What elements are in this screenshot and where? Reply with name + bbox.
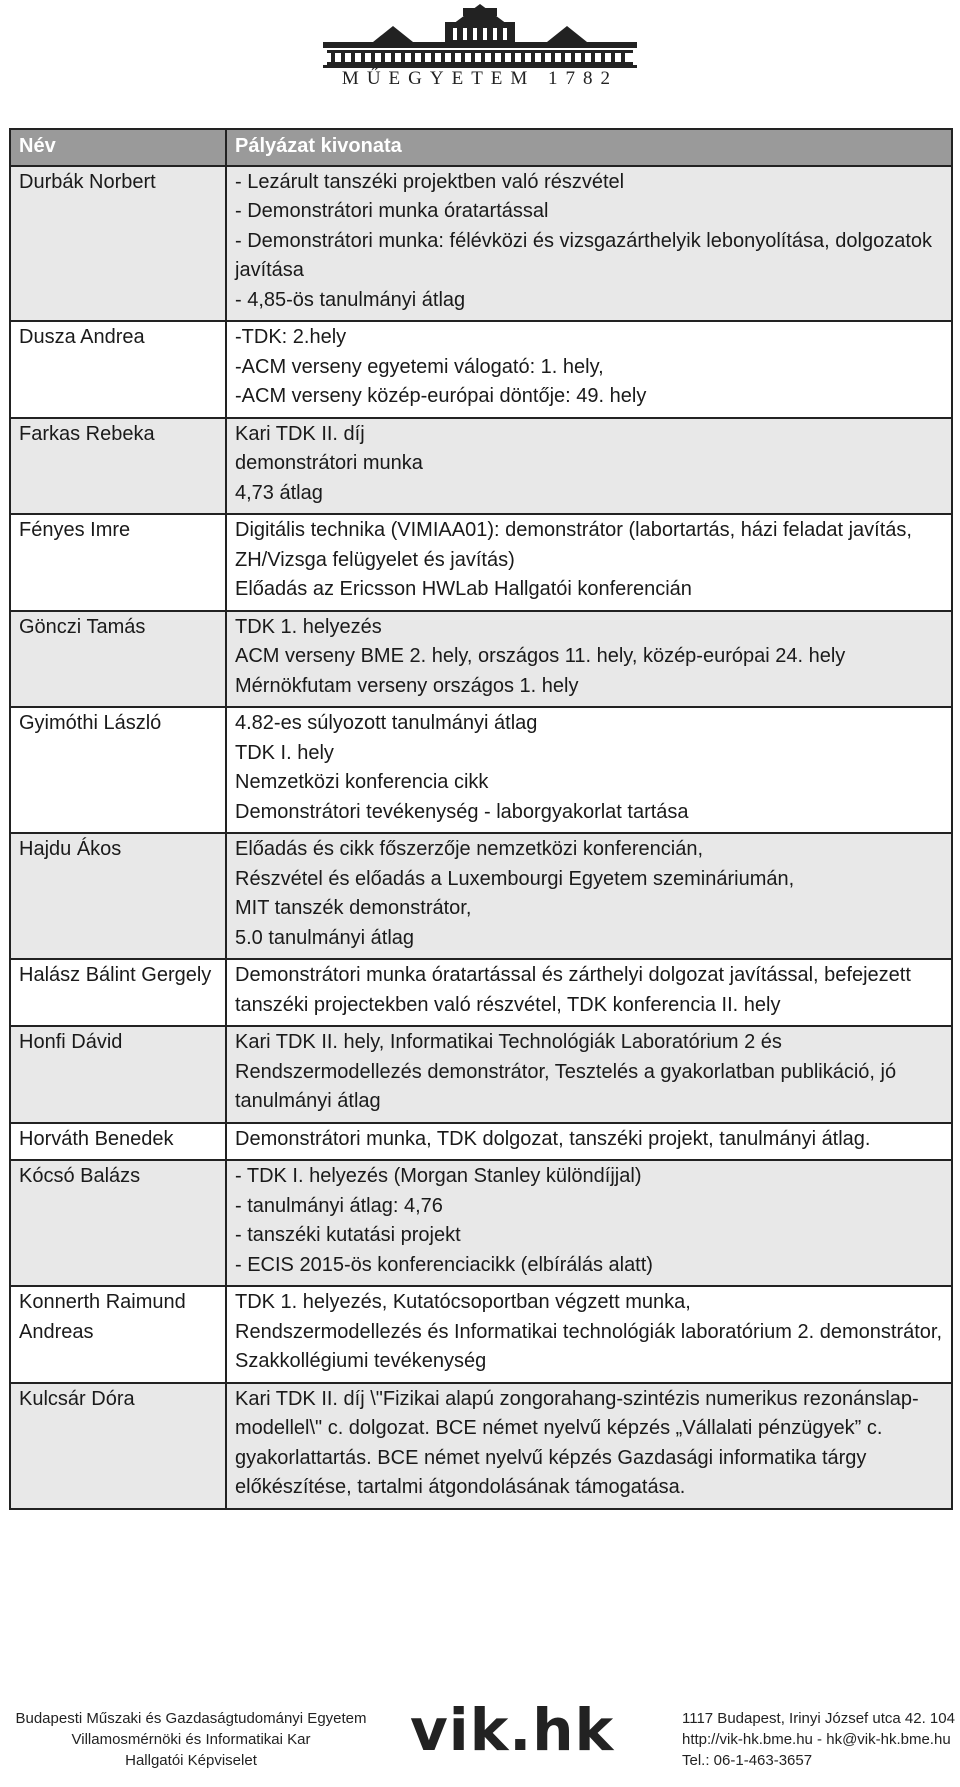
table-row [10, 611, 952, 708]
row-name: Kulcsár Dóra [10, 1383, 226, 1509]
footer-faculty: Villamosmérnöki és Informatikai Kar [71, 1731, 311, 1748]
footer-phone: Tel.: 06-1-463-3657 [682, 1752, 813, 1769]
table-row [10, 1286, 952, 1383]
university-logo-text: MŰEGYETEM 1782 [341, 68, 619, 89]
row-name: Durbák Norbert [10, 166, 226, 322]
vik-hk-logo: vik.hk [410, 1696, 615, 1764]
page-footer [0, 1696, 960, 1787]
footer-contact [682, 1708, 960, 1771]
table-header-row [10, 129, 952, 166]
table-row [10, 833, 952, 959]
table-row [10, 418, 952, 515]
table-row [10, 959, 952, 1026]
row-name: Dusza Andrea [10, 321, 226, 418]
row-summary: Kari TDK II. hely, Informatikai Technológiák Laboratórium 2 és Rendszermodellezés demonstrátor, Tesztelés a gyakorlatban publikáció, jó tanulmányi átlag [226, 1026, 952, 1123]
row-name: Kócsó Balázs [10, 1160, 226, 1286]
row-summary: Előadás és cikk főszerzője nemzetközi konferencián, Részvétel és előadás a Luxembourgi Egyetem szemináriumán, MIT tanszék demonstrátor, 5.0 tanulmányi átlag [226, 833, 952, 959]
table-body [10, 166, 952, 1509]
footer-web-email[interactable]: http://vik-hk.bme.hu - hk@vik-hk.bme.hu [682, 1731, 951, 1748]
row-summary: Digitális technika (VIMIAA01): demonstrátor (labortartás, házi feladat javítás, ZH/Vizsga felügyelet és javítás) Előadás az Ericsson HWLab Hallgatói konferencián [226, 514, 952, 611]
row-summary: -TDK: 2.hely -ACM verseny egyetemi válogató: 1. hely, -ACM verseny közép-európai döntője: 49. hely [226, 321, 952, 418]
column-header-name: Név [10, 129, 226, 166]
table-row [10, 1160, 952, 1286]
row-summary: - Lezárult tanszéki projektben való részvétel - Demonstrátori munka óratartással - Demonstrátori munka: félévközi és vizsgazárthelyik lebonyolítása, dolgozatok javítása - 4,85-ös tanulmányi átlag [226, 166, 952, 322]
row-name: Fényes Imre [10, 514, 226, 611]
row-summary: Demonstrátori munka óratartással és zárthelyi dolgozat javítással, befejezett tanszéki projectekben való részvétel, TDK konferencia II. hely [226, 959, 952, 1026]
row-summary: - TDK I. helyezés (Morgan Stanley különdíjjal) - tanulmányi átlag: 4,76 - tanszéki kutatási projekt - ECIS 2015-ös konferenciacikk (elbírálás alatt) [226, 1160, 952, 1286]
row-name: Horváth Benedek [10, 1123, 226, 1161]
row-summary: Kari TDK II. díj \"Fizikai alapú zongorahang-szintézis numerikus rezonánslap-modellel\" c. dolgozat. BCE német nyelvű képzés „Vállalati pénzügyek” c. gyakorlattartás. BCE német nyelvű képzés Gazdasági informatika tárgy előkészítése, tartalmi átgondolásának támogatása. [226, 1383, 952, 1509]
column-header-summary: Pályázat kivonata [226, 129, 952, 166]
table-row [10, 1026, 952, 1123]
row-name: Halász Bálint Gergely [10, 959, 226, 1026]
row-name: Honfi Dávid [10, 1026, 226, 1123]
table-row [10, 514, 952, 611]
row-summary: Kari TDK II. díj demonstrátori munka 4,73 átlag [226, 418, 952, 515]
row-name: Konnerth Raimund Andreas [10, 1286, 226, 1383]
table-row [10, 321, 952, 418]
footer-council: Hallgatói Képviselet [125, 1752, 257, 1769]
table-row [10, 1123, 952, 1161]
table-row [10, 1383, 952, 1509]
footer-address: 1117 Budapest, Irinyi József utca 42. 104 [682, 1710, 955, 1727]
row-summary: Demonstrátori munka, TDK dolgozat, tanszéki projekt, tanulmányi átlag. [226, 1123, 952, 1161]
row-summary: 4.82-es súlyozott tanulmányi átlag TDK I. hely Nemzetközi konferencia cikk Demonstrátori tevékenység - laborgyakorlat tartása [226, 707, 952, 833]
footer-university: Budapesti Műszaki és Gazdaságtudományi Egyetem [15, 1710, 367, 1727]
row-name: Gyimóthi László [10, 707, 226, 833]
row-summary: TDK 1. helyezés, Kutatócsoportban végzett munka, Rendszermodellezés és Informatikai technológiák laboratórium 2. demonstrátor, Szakkollégiumi tevékenység [226, 1286, 952, 1383]
row-summary: TDK 1. helyezés ACM verseny BME 2. hely, országos 11. hely, közép-európai 24. hely Mérnökfutam verseny országos 1. hely [226, 611, 952, 708]
table-row [10, 166, 952, 322]
footer-institution [0, 1708, 382, 1771]
row-name: Hajdu Ákos [10, 833, 226, 959]
table-row [10, 707, 952, 833]
row-name: Gönczi Tamás [10, 611, 226, 708]
awards-table [9, 128, 953, 1510]
row-name: Farkas Rebeka [10, 418, 226, 515]
